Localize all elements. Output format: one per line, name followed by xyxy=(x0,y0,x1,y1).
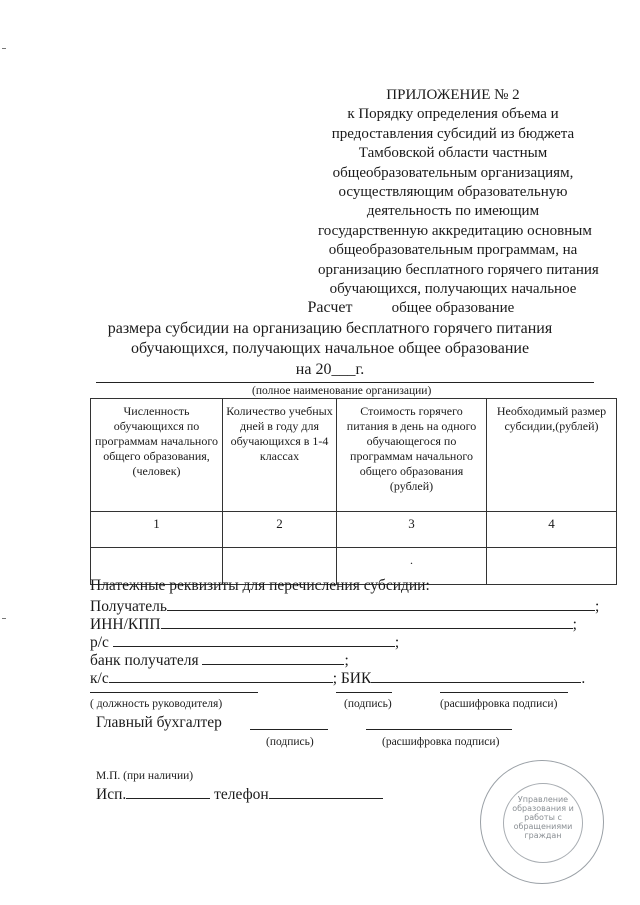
phone-field[interactable] xyxy=(269,784,383,799)
bik-field[interactable] xyxy=(371,668,581,683)
table-cell: 1 xyxy=(91,512,223,548)
account-row: р/с ; xyxy=(90,634,400,651)
title-line: обучающихся, получающих начальное общее образование xyxy=(130,340,530,357)
inn-row: ИНН/КПП ; xyxy=(90,616,577,633)
position-caption: ( должность руководителя) xyxy=(90,698,223,710)
calculation-table xyxy=(90,398,617,585)
table-cell: 4 xyxy=(487,512,617,548)
appendix-line: обучающихся, получающих начальное xyxy=(329,281,577,298)
sign-caption: (подпись) xyxy=(344,698,392,710)
account-label: р/с xyxy=(90,634,109,651)
stamp-text: Управление образования и работы с обращениями граждан xyxy=(512,795,574,840)
chief-sign-line[interactable] xyxy=(250,729,328,730)
appendix-line: общее образование xyxy=(391,300,515,317)
appendix-line: организацию бесплатного горячего питания xyxy=(318,261,599,278)
appendix-header xyxy=(318,86,599,319)
title-line: Расчет xyxy=(307,299,353,316)
table-number-row xyxy=(91,512,617,548)
bank-row: банк получателя ; xyxy=(90,652,349,669)
title-line: на 20___г. xyxy=(295,360,365,378)
table-cell: 3 xyxy=(337,512,487,548)
table-header-cell: Стоимость горячего питания в день на одного обучающегося по программам начального общего образования (рублей) xyxy=(337,399,487,512)
recipient-label: Получатель xyxy=(90,598,167,615)
appendix-line: Тамбовской области частным xyxy=(358,145,548,162)
appendix-line: государственную аккредитацию основным xyxy=(318,222,592,239)
executor-label: Исп. xyxy=(96,786,127,803)
table-header-row xyxy=(91,399,617,512)
inn-label: ИНН/КПП xyxy=(90,616,161,633)
organization-caption: (полное наименование организации) xyxy=(252,385,432,397)
table-header-cell: Необходимый размер субсидии,(рублей) xyxy=(487,399,617,512)
recipient-field[interactable] xyxy=(167,596,595,611)
executor-row xyxy=(96,784,383,804)
corr-label: к/с xyxy=(90,670,109,687)
appendix-line: общеобразовательным программам, на xyxy=(328,242,578,259)
appendix-line: к Порядку определения объема и xyxy=(347,106,559,123)
requisites-heading: Платежные реквизиты для перечисления субсидии: xyxy=(90,577,430,594)
official-stamp xyxy=(480,760,604,884)
table-cell: . xyxy=(337,548,487,585)
table-header-cell: Количество учебных дней в году для обучающихся в 1-4 классах xyxy=(223,399,337,512)
chief-accountant-label: Главный бухгалтер xyxy=(96,714,222,731)
sign-line[interactable] xyxy=(336,692,392,693)
table-header-cell: Численность обучающихся по программам начального общего образования, (человек) xyxy=(91,399,223,512)
table-cell: 2 xyxy=(223,512,337,548)
inn-field[interactable] xyxy=(161,614,573,629)
appendix-line: ПРИЛОЖЕНИЕ № 2 xyxy=(386,87,520,103)
chief-decode-line[interactable] xyxy=(366,729,512,730)
account-field[interactable] xyxy=(113,632,395,647)
appendix-line: осуществляющим образовательную xyxy=(338,184,568,201)
phone-label: телефон xyxy=(214,786,269,803)
appendix-line: предоставления субсидий из бюджета xyxy=(331,125,575,142)
corr-field[interactable] xyxy=(109,668,333,683)
corr-row: к/с ; БИК . xyxy=(90,670,586,687)
organization-name-line xyxy=(96,382,594,383)
margin-mark xyxy=(2,618,6,619)
bik-label: ; БИК xyxy=(332,670,372,687)
recipient-row: Получатель ; xyxy=(90,598,600,615)
chief-sign-caption: (подпись) xyxy=(266,736,314,748)
table-cell xyxy=(487,548,617,585)
position-line[interactable] xyxy=(90,692,258,693)
appendix-line: общеобразовательным организациям, xyxy=(332,164,574,181)
decode-caption: (расшифровка подписи) xyxy=(440,698,558,710)
executor-field[interactable] xyxy=(126,784,210,799)
appendix-line: деятельность по имеющим xyxy=(366,203,540,220)
bank-field[interactable] xyxy=(202,650,344,665)
margin-mark xyxy=(2,48,6,49)
bank-label: банк получателя xyxy=(90,652,199,669)
title-line: размера субсидии на организацию бесплатного горячего питания xyxy=(107,319,553,337)
chief-decode-caption: (расшифровка подписи) xyxy=(382,736,500,748)
seal-place-label: М.П. (при наличии) xyxy=(96,770,194,782)
decode-line[interactable] xyxy=(440,692,568,693)
document-title xyxy=(80,298,580,380)
